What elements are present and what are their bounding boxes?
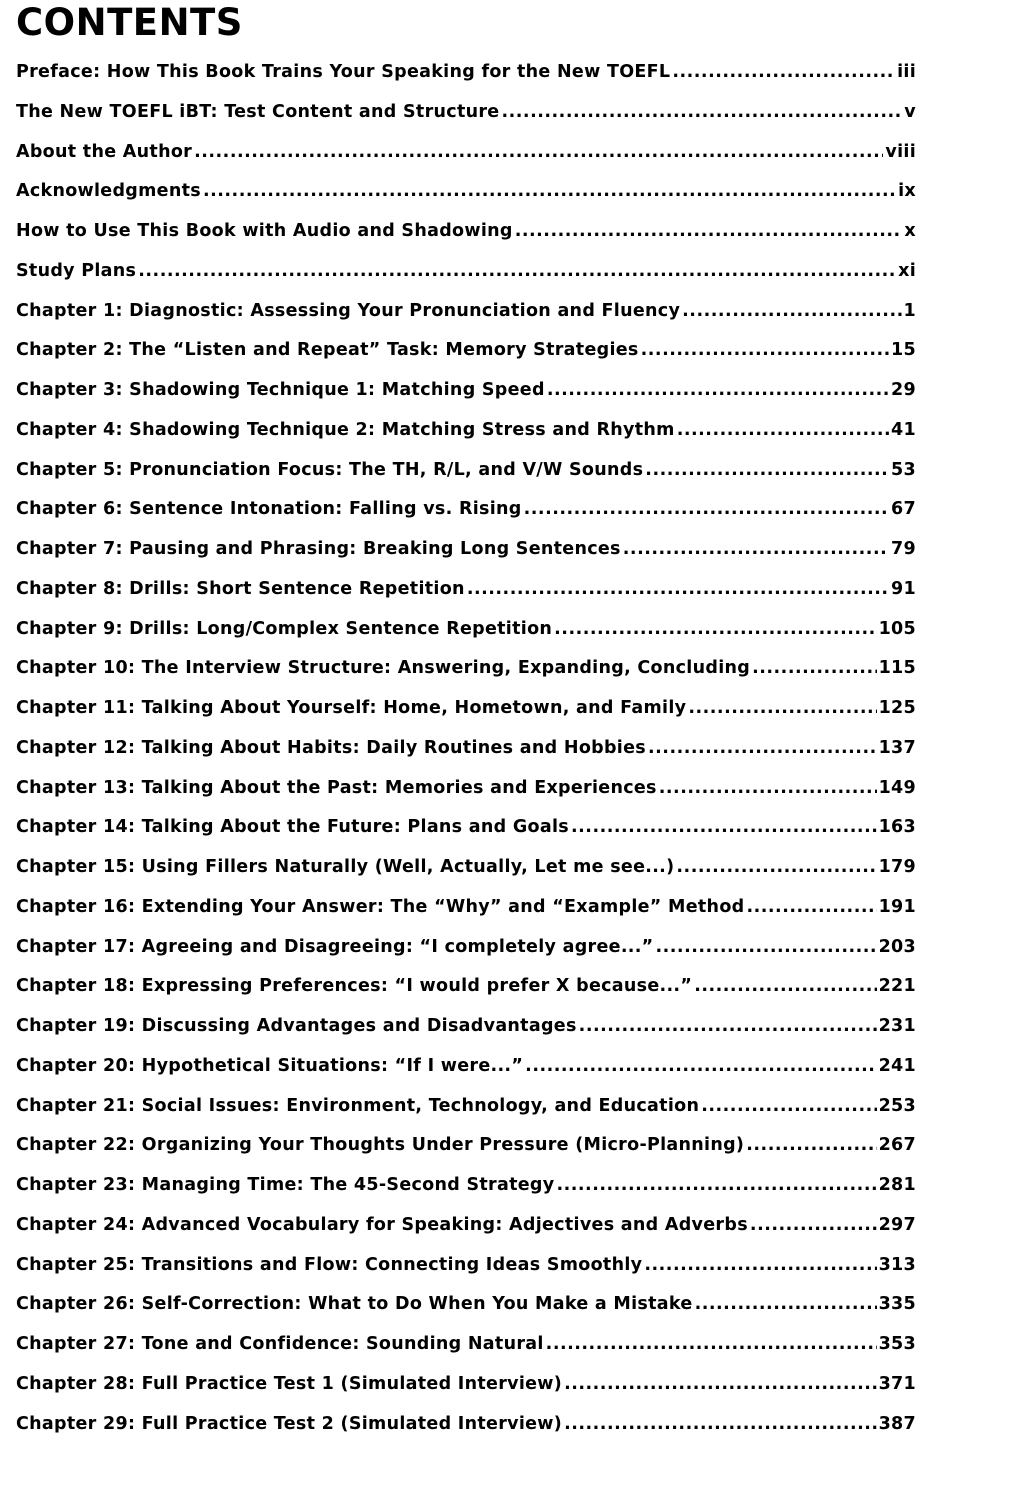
- toc-entry[interactable]: [16, 261, 916, 301]
- toc-entry[interactable]: [16, 142, 916, 182]
- dot-leader: [546, 1334, 877, 1354]
- page-title: CONTENTS: [16, 1, 243, 44]
- toc-page-number: 203: [878, 936, 916, 957]
- toc-entry-title: Chapter 9: Drills: Long/Complex Sentence Repetition: [16, 618, 553, 639]
- toc-entry-title: Acknowledgments: [16, 181, 201, 202]
- toc-page-number: 105: [878, 618, 916, 639]
- toc-page-number: 221: [878, 976, 916, 997]
- dot-leader: [659, 778, 877, 798]
- toc-entry-title: Chapter 17: Agreeing and Disagreeing: “I completely agree...”: [16, 936, 654, 957]
- toc-entry-title: Chapter 7: Pausing and Phrasing: Breaking Long Sentences: [16, 539, 621, 559]
- toc-page-number: 67: [891, 499, 916, 520]
- toc-page-number: 149: [878, 777, 916, 798]
- toc-entry[interactable]: [16, 1096, 916, 1136]
- toc-page-number: 125: [878, 698, 916, 718]
- toc-entry[interactable]: [16, 857, 916, 897]
- dot-leader: [694, 976, 876, 996]
- toc-page-number: 335: [878, 1294, 916, 1315]
- toc-entry-title: Chapter 1: Diagnostic: Assessing Your Pronunciation and Fluency: [16, 300, 681, 321]
- toc-entry-title: Chapter 20: Hypothetical Situations: “If I were...”: [16, 1055, 524, 1076]
- toc-page-number: 267: [878, 1135, 916, 1156]
- dot-leader: [203, 181, 896, 201]
- toc-entry-title: Chapter 23: Managing Time: The 45-Second Strategy: [16, 1175, 555, 1195]
- toc-entry-title: Preface: How This Book Trains Your Speaking for the New TOEFL: [16, 62, 671, 82]
- toc-page-number: 297: [878, 1214, 916, 1235]
- toc-page-number: 79: [891, 539, 916, 559]
- toc-page-number: 137: [878, 737, 916, 758]
- toc-entry[interactable]: [16, 380, 916, 420]
- toc-entry[interactable]: [16, 181, 916, 221]
- toc-entry[interactable]: [16, 62, 916, 102]
- dot-leader: [752, 658, 876, 678]
- toc-entry[interactable]: [16, 619, 916, 659]
- toc-entry-title: Chapter 16: Extending Your Answer: The “Why” and “Example” Method: [16, 896, 745, 917]
- toc-page-number: 241: [878, 1055, 916, 1076]
- toc-entry[interactable]: [16, 1056, 916, 1096]
- toc-entry[interactable]: [16, 102, 916, 142]
- toc-entry[interactable]: [16, 460, 916, 500]
- toc-entry[interactable]: [16, 420, 916, 460]
- toc-entry-title: Chapter 2: The “Listen and Repeat” Task: Memory Strategies: [16, 340, 639, 361]
- toc-entry-title: Chapter 12: Talking About Habits: Daily Routines and Hobbies: [16, 737, 646, 758]
- dot-leader: [564, 1414, 877, 1434]
- dot-leader: [194, 142, 883, 162]
- toc-entry[interactable]: [16, 976, 916, 1016]
- toc-entry-title: Chapter 26: Self-Correction: What to Do When You Make a Mistake: [16, 1294, 693, 1315]
- toc-entry[interactable]: [16, 539, 916, 579]
- toc-page-number: 353: [878, 1334, 916, 1354]
- toc-page-number: 231: [878, 1016, 916, 1036]
- toc-page-number: 371: [878, 1373, 916, 1394]
- dot-leader: [556, 1175, 876, 1195]
- dot-leader: [641, 340, 889, 360]
- toc-entry[interactable]: [16, 1334, 916, 1374]
- toc-entry-title: Chapter 3: Shadowing Technique 1: Matching Speed: [16, 380, 545, 400]
- dot-leader: [501, 102, 902, 122]
- dot-leader: [515, 221, 903, 241]
- dot-leader: [672, 62, 895, 82]
- toc-entry-title: Chapter 14: Talking About the Future: Plans and Goals: [16, 817, 569, 838]
- toc-page-number: iii: [897, 62, 916, 82]
- dot-leader: [746, 897, 876, 917]
- dot-leader: [701, 1096, 876, 1116]
- dot-leader: [645, 460, 889, 480]
- toc-page-number: 41: [891, 419, 916, 440]
- table-of-contents: [16, 62, 916, 1453]
- toc-page-number: 115: [878, 658, 916, 679]
- toc-entry[interactable]: [16, 658, 916, 698]
- dot-leader: [525, 1056, 876, 1076]
- toc-entry[interactable]: [16, 778, 916, 818]
- toc-entry-title: How to Use This Book with Audio and Shadowing: [16, 221, 513, 241]
- toc-entry-title: Chapter 25: Transitions and Flow: Connecting Ideas Smoothly: [16, 1254, 643, 1275]
- dot-leader: [467, 579, 889, 599]
- dot-leader: [655, 937, 876, 957]
- toc-page-number: x: [904, 221, 916, 241]
- toc-entry[interactable]: [16, 937, 916, 977]
- toc-page-number: xi: [898, 260, 916, 281]
- toc-entry-title: Chapter 21: Social Issues: Environment, Technology, and Education: [16, 1095, 700, 1116]
- toc-entry[interactable]: [16, 1294, 916, 1334]
- toc-entry[interactable]: [16, 221, 916, 261]
- toc-entry[interactable]: [16, 340, 916, 380]
- dot-leader: [579, 1016, 877, 1036]
- toc-entry[interactable]: [16, 1135, 916, 1175]
- toc-entry[interactable]: [16, 301, 916, 341]
- dot-leader: [564, 1374, 877, 1394]
- toc-page-number: 313: [878, 1254, 916, 1275]
- dot-leader: [571, 817, 877, 837]
- dot-leader: [746, 1135, 876, 1155]
- contents-page: [16, 0, 916, 1434]
- toc-entry-title: Chapter 18: Expressing Preferences: “I would prefer X because...”: [16, 976, 693, 997]
- toc-entry[interactable]: [16, 698, 916, 738]
- toc-entry[interactable]: [16, 1255, 916, 1295]
- dot-leader: [682, 301, 901, 321]
- toc-page-number: 179: [878, 857, 916, 877]
- toc-entry[interactable]: [16, 579, 916, 619]
- toc-page-number: 387: [878, 1413, 916, 1434]
- toc-page-number: 1: [903, 300, 916, 321]
- dot-leader: [547, 380, 889, 400]
- toc-entry-title: The New TOEFL iBT: Test Content and Structure: [16, 101, 500, 122]
- toc-entry-title: Study Plans: [16, 260, 137, 281]
- toc-entry[interactable]: [16, 1374, 916, 1414]
- toc-page-number: 253: [878, 1095, 916, 1116]
- toc-entry[interactable]: [16, 1016, 916, 1056]
- toc-entry-title: Chapter 24: Advanced Vocabulary for Speaking: Adjectives and Adverbs: [16, 1214, 748, 1235]
- toc-entry[interactable]: [16, 1175, 916, 1215]
- dot-leader: [524, 499, 889, 519]
- toc-page-number: 191: [878, 896, 916, 917]
- toc-page-number: ix: [898, 181, 916, 202]
- dot-leader: [554, 619, 876, 639]
- toc-page-number: 29: [891, 380, 916, 400]
- toc-entry-title: Chapter 15: Using Fillers Naturally (Well, Actually, Let me see...): [16, 857, 675, 877]
- toc-entry[interactable]: [16, 738, 916, 778]
- toc-entry-title: Chapter 28: Full Practice Test 1 (Simulated Interview): [16, 1373, 563, 1394]
- toc-entry[interactable]: [16, 1414, 916, 1454]
- toc-entry-title: Chapter 13: Talking About the Past: Memories and Experiences: [16, 777, 657, 798]
- dot-leader: [695, 1294, 877, 1314]
- toc-entry[interactable]: [16, 817, 916, 857]
- toc-entry-title: About the Author: [16, 141, 193, 162]
- toc-entry[interactable]: [16, 1215, 916, 1255]
- toc-entry-title: Chapter 11: Talking About Yourself: Home, Hometown, and Family: [16, 698, 687, 718]
- toc-entry-title: Chapter 22: Organizing Your Thoughts Under Pressure (Micro-Planning): [16, 1135, 745, 1156]
- dot-leader: [750, 1215, 877, 1235]
- toc-entry-title: Chapter 4: Shadowing Technique 2: Matching Stress and Rhythm: [16, 419, 675, 440]
- toc-page-number: 281: [878, 1175, 916, 1195]
- toc-entry-title: Chapter 8: Drills: Short Sentence Repetition: [16, 578, 465, 599]
- toc-entry[interactable]: [16, 499, 916, 539]
- toc-page-number: v: [904, 101, 916, 122]
- dot-leader: [677, 420, 889, 440]
- toc-entry-title: Chapter 29: Full Practice Test 2 (Simulated Interview): [16, 1413, 563, 1434]
- toc-entry-title: Chapter 19: Discussing Advantages and Disadvantages: [16, 1016, 577, 1036]
- toc-entry-title: Chapter 27: Tone and Confidence: Sounding Natural: [16, 1334, 544, 1354]
- dot-leader: [648, 738, 877, 758]
- toc-page-number: 91: [891, 578, 916, 599]
- dot-leader: [644, 1255, 876, 1275]
- toc-entry-title: Chapter 6: Sentence Intonation: Falling vs. Rising: [16, 499, 522, 520]
- toc-entry-title: Chapter 5: Pronunciation Focus: The TH, R/L, and V/W Sounds: [16, 459, 644, 480]
- dot-leader: [623, 539, 889, 559]
- toc-page-number: viii: [885, 141, 916, 162]
- toc-page-number: 53: [891, 459, 916, 480]
- toc-entry-title: Chapter 10: The Interview Structure: Answering, Expanding, Concluding: [16, 658, 751, 679]
- toc-page-number: 15: [891, 340, 916, 361]
- dot-leader: [688, 698, 876, 718]
- dot-leader: [138, 261, 896, 281]
- toc-entry[interactable]: [16, 897, 916, 937]
- toc-page-number: 163: [878, 817, 916, 838]
- dot-leader: [676, 857, 876, 877]
